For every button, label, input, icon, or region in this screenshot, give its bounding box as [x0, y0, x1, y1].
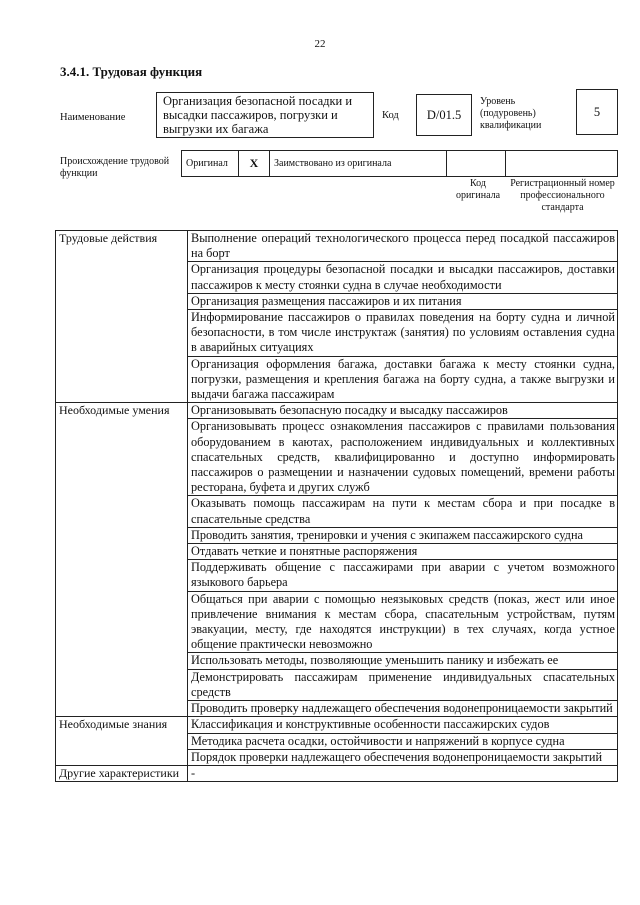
list-item: Проводить занятия, тренировки и учения с экипажем пассажирского судна — [188, 527, 618, 543]
list-item: Порядок проверки надлежащего обеспечения водонепроницаемости закрытий — [188, 749, 618, 765]
section-heading: 3.4.1. Трудовая функция — [60, 64, 203, 79]
list-item: Организация оформления багажа, доставки багажа к месту стоянки судна, погрузки, размещения и крепления багажа на борту судна, а также выгрузки и выдачи багажа пассажирам — [188, 356, 618, 403]
list-item: - — [188, 765, 618, 781]
origin-label: Происхождение трудовой функции — [60, 156, 170, 179]
uroven-label: Уровень (подуровень) квалификации — [480, 96, 542, 131]
section-label-other: Другие характеристики — [56, 765, 188, 781]
list-item: Организовывать процесс ознакомления пассажиров с правилами пользования оборудованием в каютах, расположением индивидуальных и коллективных спасательных средств, квалифицированно и доступно информировать пассажиров о размещении и назначении судовых помещений, времени работы ресторана, буфета и других служб — [188, 419, 618, 496]
list-item: Проводить проверку надлежащего обеспечения водонепроницаемости закрытий — [188, 701, 618, 717]
registration-number-cell — [506, 151, 618, 177]
borrowed-label: Заимствовано из оригинала — [270, 151, 447, 177]
original-mark: X — [239, 151, 270, 177]
list-item: Организация процедуры безопасной посадки и высадки пассажиров, доставки пассажиров к месту стоянки судна в случае необходимости — [188, 262, 618, 293]
list-item: Оказывать помощь пассажирам на пути к местам сбора и при посадке в спасательные средства — [188, 496, 618, 527]
list-item: Демонстрировать пассажирам применение индивидуальных спасательных средств — [188, 669, 618, 700]
page-number: 22 — [314, 38, 326, 50]
list-item: Поддерживать общение с пассажирами при аварии с учетом возможного языкового барьера — [188, 560, 618, 591]
function-details-table — [55, 230, 618, 782]
table-row — [56, 717, 618, 733]
table-row — [56, 403, 618, 419]
origin-code-cell — [447, 151, 506, 177]
table-row — [56, 765, 618, 781]
function-name-box: Организация безопасной посадки и высадки пассажиров, погрузки и выгрузки их багажа — [156, 92, 374, 138]
section-label-actions: Трудовые действия — [56, 231, 188, 403]
table-row — [56, 231, 618, 262]
section-label-knowledge: Необходимые знания — [56, 717, 188, 766]
code-caption: Код оригинала — [455, 178, 501, 201]
list-item: Классификация и конструктивные особенности пассажирских судов — [188, 717, 618, 733]
list-item: Использовать методы, позволяющие уменьшить панику и избежать ее — [188, 653, 618, 669]
origin-table — [181, 150, 618, 177]
list-item: Методика расчета осадки, остойчивости и напряжений в корпусе судна — [188, 733, 618, 749]
list-item: Отдавать четкие и понятные распоряжения — [188, 544, 618, 560]
original-label: Оригинал — [182, 151, 239, 177]
list-item: Организовывать безопасную посадку и высадку пассажиров — [188, 403, 618, 419]
section-label-skills: Необходимые умения — [56, 403, 188, 717]
naimenovanie-label: Наименование — [60, 112, 126, 123]
list-item: Выполнение операций технологического процесса перед посадкой пассажиров на борт — [188, 231, 618, 262]
kod-label: Код — [382, 110, 399, 121]
reg-caption: Регистрационный номер профессионального стандарта — [510, 178, 615, 213]
qualification-level-box: 5 — [576, 89, 618, 135]
function-code-box: D/01.5 — [416, 94, 472, 136]
list-item: Информирование пассажиров о правилах поведения на борту судна и личной безопасности, в том числе инструктаж (занятия) по условиям оставления судна в аварийных ситуациях — [188, 310, 618, 357]
list-item: Организация размещения пассажиров и их питания — [188, 293, 618, 309]
list-item: Общаться при аварии с помощью неязыковых средств (показ, жест или иное привлечение внимания к местам сбора, спасательным устройствам, путям эвакуации, месту, где находятся инструкции) в тех случаях, когда устное общение практически невозможно — [188, 591, 618, 653]
